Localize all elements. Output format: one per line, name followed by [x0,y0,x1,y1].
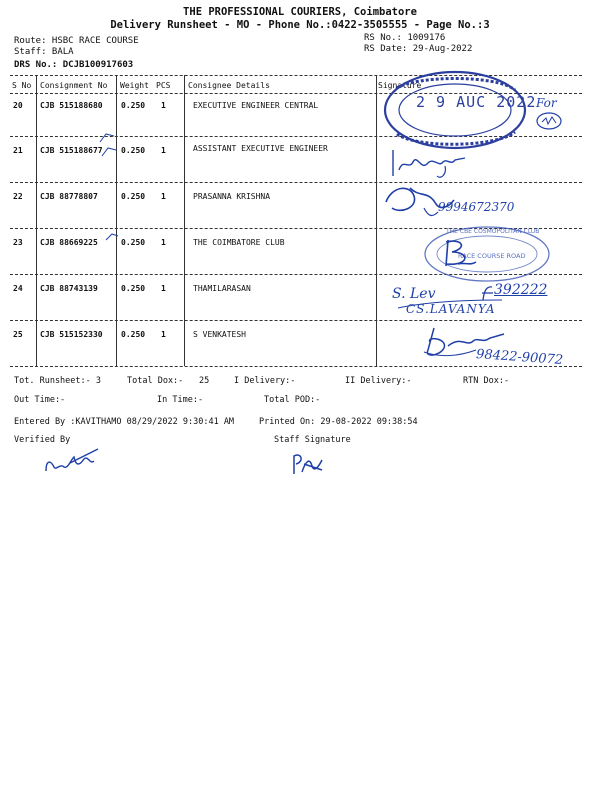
row-sno: 20 [13,101,23,110]
row-pcs: 1 [161,284,166,293]
ii-delivery: II Delivery:- [345,376,412,386]
circled-note-icon [534,110,564,132]
row-consignee: S VENKATESH [193,330,246,339]
total-pod: Total POD:- [264,395,321,405]
row-consignee: THAMILARASAN [193,284,251,293]
staff-line: Staff: BALA [14,47,74,57]
row-sno: 21 [13,146,23,155]
row-weight: 0.250 [121,330,146,339]
row-weight: 0.250 [121,284,146,293]
row-consignee: EXECUTIVE ENGINEER CENTRAL [193,101,319,110]
runsheet-title: Delivery Runsheet - MO - Phone No.:0422-3505555 - Page No.:3 [110,19,490,31]
rtn-dox: RTN Dox:- [463,376,510,386]
column-divider [184,75,185,366]
column-header-consignee: Consignee Details [188,81,270,90]
row-sno: 22 [13,192,23,201]
handwritten-phone-1: 9994672370 [438,200,515,214]
row-pcs: 1 [161,330,166,339]
staff-signature-label: Staff Signature [274,435,351,445]
table-bottom-rule [10,366,582,367]
printed-on: Printed On: 29-08-2022 09:38:54 [259,417,418,427]
in-time: In Time:- [157,395,204,405]
rs-date: RS Date: 29-Aug-2022 [364,44,473,54]
handwritten-phone-2: 98422-90072 [475,346,564,369]
row-consignment: CJB 88743139 [40,284,98,293]
row-pcs: 1 [161,192,166,201]
row-sno: 25 [13,330,23,339]
handwritten-number-1: 392222 [494,282,548,298]
tick-marks [96,130,126,310]
row-pcs: 1 [161,146,166,155]
rs-number: RS No.: 1009176 [364,33,446,43]
handwritten-underline [396,298,506,312]
verified-by-label: Verified By [14,435,71,445]
row-divider [10,320,582,321]
row-weight: 0.250 [121,192,146,201]
row-weight: 0.250 [121,146,146,155]
i-delivery: I Delivery:- [234,376,296,386]
row-pcs: 1 [161,238,166,247]
column-header-pcs: PCS [156,81,171,90]
total-dox-label: Total Dox:- [127,376,184,386]
club-stamp-top-text: THE CBE COSMOPOLITAN CLUB [446,228,540,235]
row-consignee: ASSISTANT EXECUTIVE ENGINEER [193,144,328,153]
row-consignment: CJB 88669225 [40,238,98,247]
route-line: Route: HSBC RACE COURSE [14,36,139,46]
column-divider [36,75,37,366]
row-consignee: PRASANNA KRISHNA [193,192,271,201]
column-header-signature: Signature [378,81,422,90]
date-stamp-text: 2 9 AUC 2022 [416,93,537,111]
row-weight: 0.250 [121,238,146,247]
column-header-sno: S No [12,81,32,90]
total-dox-value: 25 [199,376,210,386]
company-title: THE PROFESSIONAL COURIERS, Coimbatore [183,6,417,18]
entered-by: Entered By :KAVITHAMO 08/29/2022 9:30:41 AM [14,417,235,427]
row-consignment: CJB 88778807 [40,192,98,201]
row-consignment: CJB 515188677 [40,146,103,155]
row-consignee: THE COIMBATORE CLUB [193,238,285,247]
verified-by-signature [40,445,120,475]
column-header-consignment: Consignment No [40,81,108,90]
signature-row-23 [440,236,480,271]
handwritten-name-2: CS.LAVANYA [406,302,496,316]
out-time: Out Time:- [14,395,66,405]
row-pcs: 1 [161,101,166,110]
row-consignment: CJB 515188680 [40,101,103,110]
club-stamp-bottom-text: RACE COURSE ROAD [458,252,526,260]
handwritten-name-1: S. Lev [392,286,436,302]
row-weight: 0.250 [121,101,146,110]
row-sno: 23 [13,238,23,247]
for-note: For [536,96,557,110]
staff-signature [288,450,328,478]
drs-number: DRS No.: DCJB100917603 [14,60,134,70]
column-header-weight: Weight [120,81,149,90]
total-runsheet: Tot. Runsheet:- 3 [14,376,101,386]
row-consignment: CJB 515152330 [40,330,103,339]
row-sno: 24 [13,284,23,293]
